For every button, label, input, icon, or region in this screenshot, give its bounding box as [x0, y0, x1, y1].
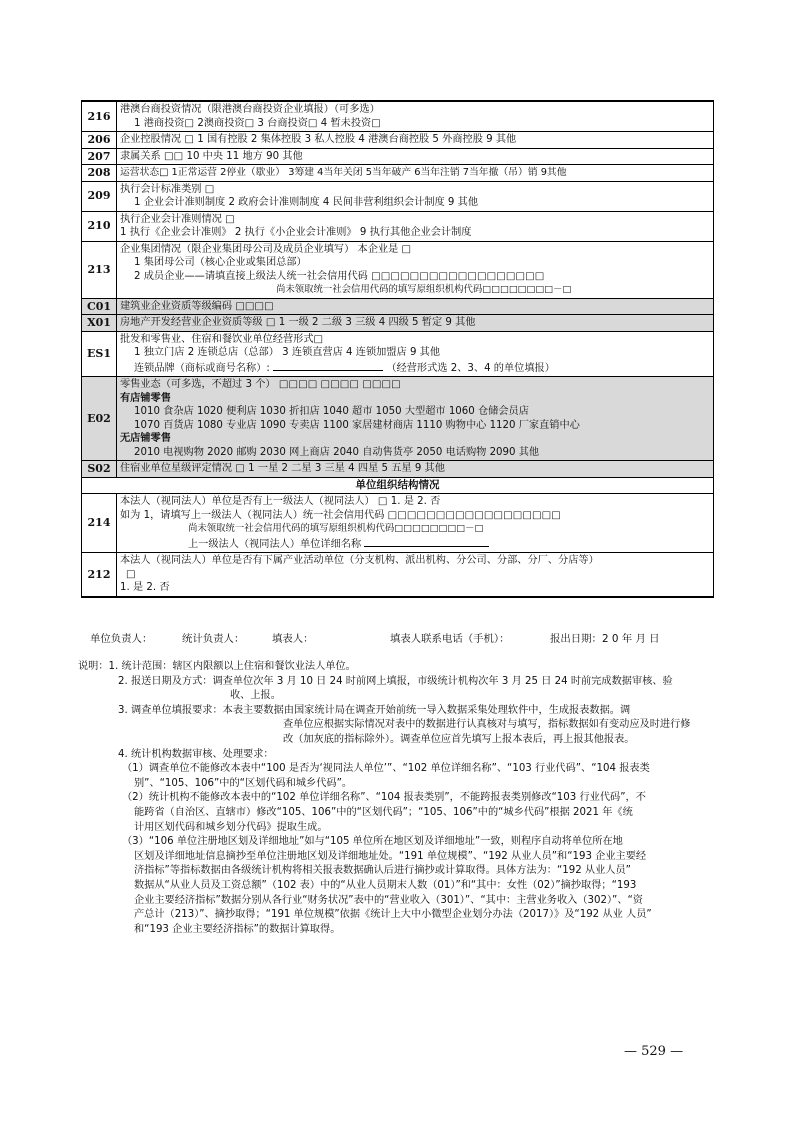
business-form-cell [117, 331, 714, 377]
chain-brand-line [120, 360, 710, 376]
hotel-star-rating-field[interactable]: 住宿业单位星级评定情况 □ 1 一星 2 二星 3 三星 4 四星 5 五星 9 其他 [117, 461, 714, 478]
filler-label: 填表人： [272, 633, 314, 645]
row-code: 213 [82, 241, 117, 298]
signature-row [90, 630, 730, 645]
chain-brand-label: 连锁品牌（商标或商号名称）: [134, 362, 270, 374]
phone-label: 填表人联系电话（手机）： [390, 633, 510, 645]
nonstore-retail-heading: 无店铺零售 [120, 433, 171, 444]
row-214 [82, 494, 714, 553]
row-code: E02 [82, 377, 117, 461]
holding-status-field[interactable]: 企业控股情况 □ 1 国有控股 2 集体控股 3 私人控股 4 港澳台商控股 5 外商控股 9 其他 [117, 132, 714, 149]
accounting-standard-cell [117, 181, 714, 211]
store-retail-heading: 有店铺零售 [120, 392, 171, 404]
note-line: （1）调查单位不能修改本表中“100 是否为‘视同法人单位’”、“102 单位详细名称”、“103 行业代码”、“104 报表类 [122, 763, 650, 775]
note-line: 区划及详细地址信息摘抄至单位注册地区划及详细地址处。“191 单位规模”、“192 从业人员”和“193 企业主要经 [134, 850, 647, 862]
store-retail-options: 1010 食杂店 1020 便利店 1030 折扣店 1040 超市 1050 大型超市 1060 仓储会员店 [134, 406, 529, 417]
row-c01 [82, 298, 714, 315]
note-line: 企业主要经济指标”数据分别从各行业“财务状况”表中的“营业收入（301）”、“其中：主营业务收入（302）”、“资 [134, 894, 643, 906]
row-e02 [82, 377, 714, 461]
subsidiary-units-cell [117, 553, 714, 597]
chain-brand-note: （经营形式选 2、3、4 的单位填报） [386, 362, 555, 374]
enterprise-group-cell [117, 241, 714, 298]
group-member-credit-code[interactable]: 2 成员企业——请填直接上级法人统一社会信用代码 □□□□□□□□□□□□□□□□□□ [134, 270, 545, 282]
page-number: — 529 — [624, 1044, 684, 1059]
retail-format-cell [117, 377, 714, 461]
affiliation-field[interactable]: 隶属关系 □□ 10 中央 11 地方 90 其他 [117, 148, 714, 165]
note-line: 能跨省（自治区、直辖市）修改“105、106”中的“区划代码”；“105、106”中的“城乡代码”根据 2021 年《统 [134, 806, 633, 818]
unit-head-label: 单位负责人： [90, 633, 153, 645]
chain-brand-input[interactable] [273, 360, 383, 371]
row-209 [82, 181, 714, 211]
row-label: 本法人（视同法人）单位是否有下属产业活动单位（分支机构、派出机构、分公司、分部、分厂、分店等） [120, 555, 599, 566]
row-options: 1 执行《企业会计准则》 2 执行《小企业会计准则》 9 执行其他企业会计制度 [120, 227, 472, 238]
row-label[interactable]: 批发和零售业、住宿和餐饮业单位经营形式□ [120, 333, 324, 345]
row-label[interactable]: 零售业态（可多选，不超过 3 个） □□□□ □□□□ □□□□ [120, 379, 401, 390]
note-line: 改（加灰底的指标除外）。调查单位应首先填写上报本表后，再上报其他报表。 [283, 733, 635, 745]
note-line: 4. 统计机构数据审核、处理要求： [118, 748, 274, 760]
row-options: 1. 是 2. 否 [120, 582, 170, 593]
note-line: （2）统计机构不能修改本表中的“102 单位详细名称”、“104 报表类别”，不能跨报表类别修改“103 行业代码”，不 [122, 792, 646, 804]
row-code: 208 [82, 165, 117, 182]
row-code: S02 [82, 461, 117, 478]
section-title: 单位组织结构情况 [82, 477, 714, 494]
report-date-label: 报出日期：2 0 年 月 日 [550, 633, 660, 645]
row-label[interactable]: 执行会计标准类别 □ [120, 183, 215, 195]
row-code: 206 [82, 132, 117, 149]
row-code: 216 [82, 101, 117, 132]
operating-status-field[interactable]: 运营状态□ 1正常运营 2停业（歇业） 3筹建 4当年关闭 5当年破产 6当年注销 7当年撤（吊）销 9其他 [117, 165, 714, 182]
note-line: （3）“106 单位注册地区划及详细地址”如与“105 单位所在地区划及详细地址”一致，则程序自动将单位所在地 [122, 836, 623, 848]
store-retail-options: 1070 百货店 1080 专业店 1090 专卖店 1100 家居建材商店 1110 购物中心 1120 厂家直销中心 [134, 419, 580, 431]
row-code: ES1 [82, 331, 117, 377]
row-210 [82, 211, 714, 241]
real-estate-qualification-field[interactable]: 房地产开发经营业企业资质等级 □ 1 一级 2 二级 3 三级 4 四级 5 暂定 9 其他 [117, 315, 714, 332]
parent-name-line [120, 536, 710, 552]
row-label: 港澳台商投资情况（限港澳台商投资企业填报）（可多选） [120, 104, 380, 115]
section-title-row [82, 477, 714, 494]
row-label[interactable]: 执行企业会计准则情况 □ [120, 213, 235, 225]
row-207 [82, 148, 714, 165]
row-s02 [82, 461, 714, 478]
row-options: 1 独立门店 2 连锁总店（总部） 3 连锁直营店 4 连锁加盟店 9 其他 [134, 347, 441, 358]
row-code: 210 [82, 211, 117, 241]
parent-credit-code[interactable]: 如为 1，请填写上一级法人（视同法人）统一社会信用代码 □□□□□□□□□□□□□□□□□□ [120, 509, 561, 521]
group-parent-option: 1 集团母公司（核心企业或集团总部） [134, 257, 307, 268]
note-line: 产总计（213）”、摘抄取得；“191 单位规模”依据《统计上大中小微型企业划分办法（2017）》及“192 从业 人员” [134, 909, 652, 921]
parent-legal-entity-cell [117, 494, 714, 553]
note-line: 济指标”等指标数据由各级统计机构将相关报表数据确认后进行摘抄或计算取得。具体方法为：“192 从业人员” [134, 865, 631, 877]
row-label[interactable]: 企业集团情况（限企业集团母公司及成员企业填写） 本企业是 □ [120, 243, 412, 255]
note-line: 2. 报送日期及方式：调查单位次年 3 月 10 日 24 时前网上填报，市级统计机构次年 3 月 25 日 24 时前完成数据审核、验 [118, 675, 673, 687]
enterprise-survey-form [81, 100, 714, 598]
subsidiary-checkbox[interactable]: □ [126, 568, 136, 580]
row-code: 209 [82, 181, 117, 211]
row-code: 212 [82, 553, 117, 597]
row-code: 207 [82, 148, 117, 165]
note-line: 计用区划代码和城乡划分代码》提取生成。 [134, 821, 328, 833]
accounting-execution-cell [117, 211, 714, 241]
row-206 [82, 132, 714, 149]
row-212 [82, 553, 714, 597]
stat-head-label: 统计负责人： [182, 633, 245, 645]
row-x01 [82, 315, 714, 332]
row-213 [82, 241, 714, 298]
note-line: 数据从“从业人员及工资总额”（102 表）中的“从业人员期末人数（01）”和“其中：女性（02）”摘抄取得；“193 [134, 879, 637, 891]
parent-name-input[interactable] [364, 536, 489, 547]
row-es1 [82, 331, 714, 377]
row-options[interactable]: 1 港商投资□ 2澳商投资□ 3 台商投资□ 4 暂未投资□ [134, 117, 381, 129]
row-208 [82, 165, 714, 182]
row-216 [82, 101, 714, 132]
row-options: 1 企业会计准则制度 2 政府会计准则制度 4 民间非营利组织会计制度 9 其他 [134, 197, 479, 208]
row-label[interactable]: 本法人（视同法人）单位是否有上一级法人（视同法人） □ 1. 是 2. 否 [120, 496, 441, 507]
note-line: 3. 调查单位填报要求：本表主要数据由国家统计局在调查开始前统一导入数据采集处理软件中，生成报表数据。调 [118, 704, 631, 716]
hk-macau-taiwan-investment-cell [117, 101, 714, 132]
note-line: 收、上报。 [230, 690, 281, 702]
note-line: 查单位应根据实际情况对表中的数据进行认真核对与填写，指标数据如有变动应及时进行修 [283, 719, 691, 731]
nonstore-retail-options: 2010 电视购物 2020 邮购 2030 网上商店 2040 自动售货亭 2050 电话购物 2090 其他 [134, 446, 540, 458]
parent-org-code[interactable]: 尚未领取统一社会信用代码的填写原组织机构代码□□□□□□□□－□ [188, 523, 484, 534]
group-member-org-code[interactable]: 尚未领取统一社会信用代码的填写原组织机构代码□□□□□□□□－□ [276, 284, 572, 295]
row-code: X01 [82, 315, 117, 332]
row-code: 214 [82, 494, 117, 553]
note-line: 和“193 企业主要经济指标”的数据计算取得。 [134, 923, 341, 935]
note-line: 说明：1. 统计范围：辖区内限额以上住宿和餐饮业法人单位。 [78, 661, 356, 672]
parent-name-label: 上一级法人（视同法人）单位详细名称 [188, 538, 362, 550]
explanatory-notes [78, 660, 728, 937]
note-line: 别”、“105、106”中的“区划代码和城乡代码”。 [134, 777, 353, 789]
construction-qualification-field[interactable]: 建筑业企业资质等级编码 □□□□ [117, 298, 714, 315]
row-code: C01 [82, 298, 117, 315]
